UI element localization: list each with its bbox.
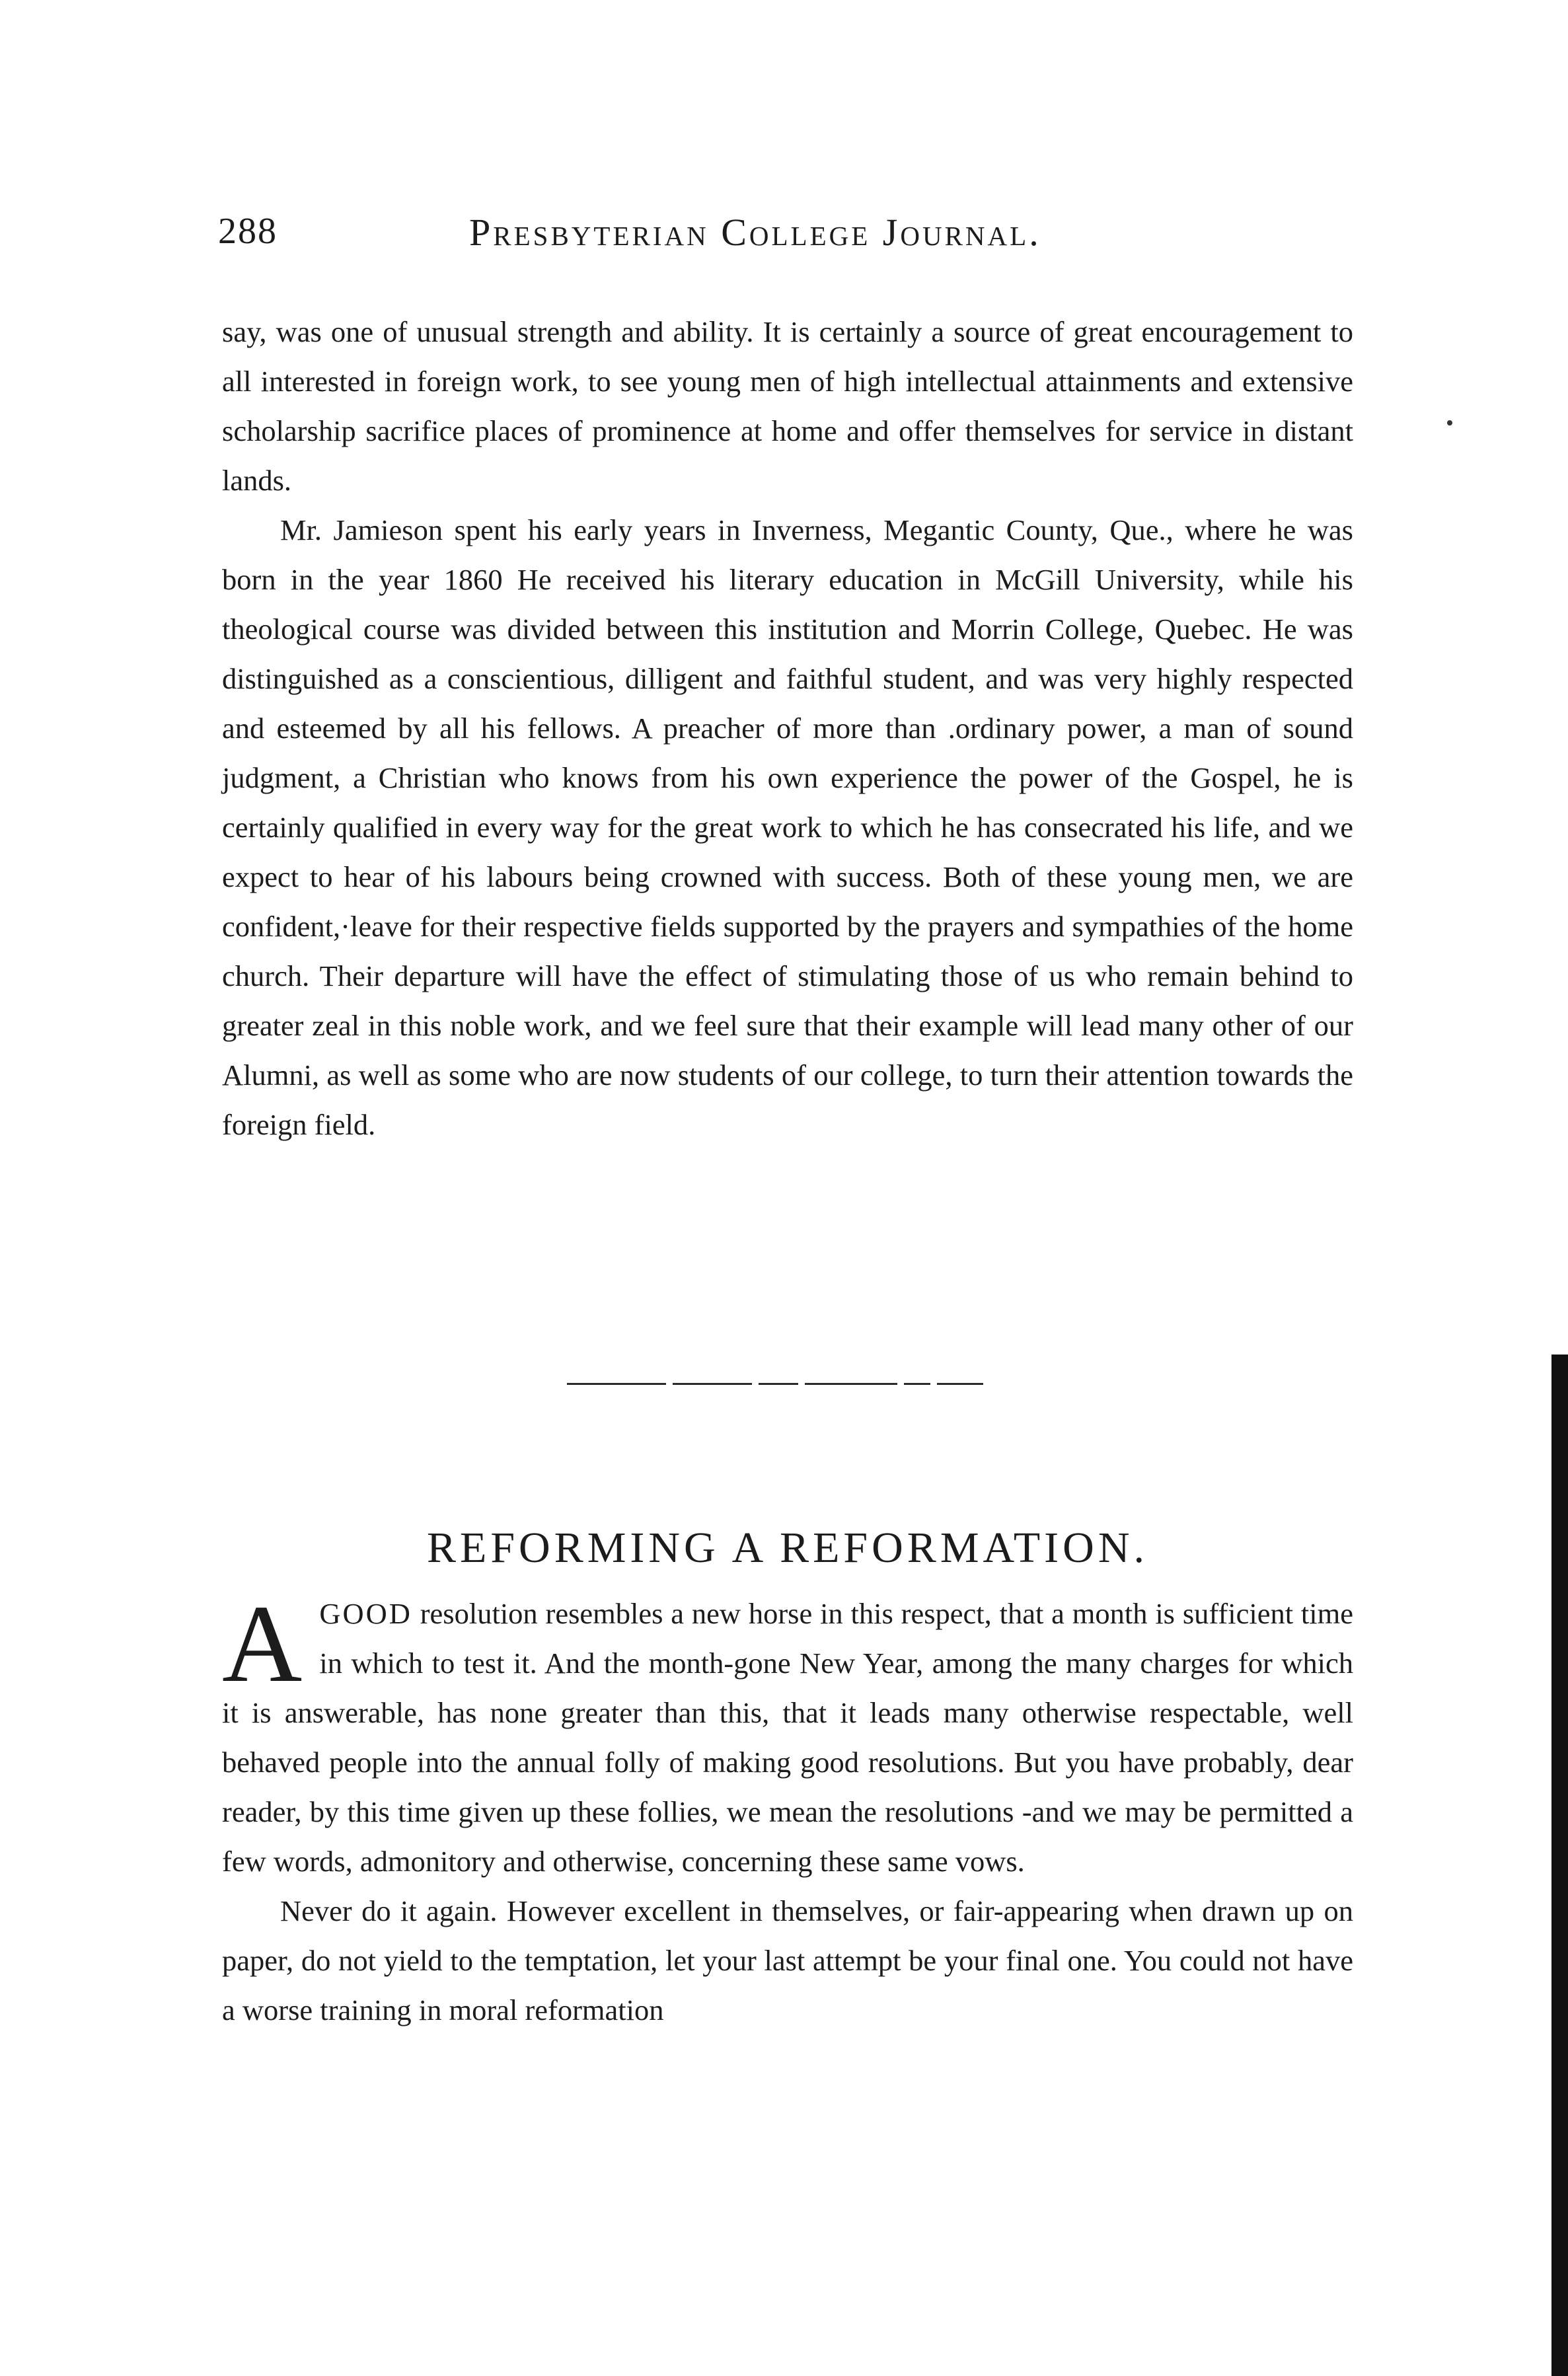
rule-segment: [673, 1383, 752, 1385]
paragraph: Mr. Jamieson spent his early years in Inverness, Megantic County, Que., where he was born in the year 1860 He received his literary education in McGill University, while his theological course was divided between this institution and Morrin College, Quebec. He was distinguished as a conscientious, dilligent and faithful student, and was very highly respected and esteemed by all his fellows. A preacher of more than .ordinary power, a man of sound judgment, a Christian who knows from his own experience the power of the Gospel, he is certainly qualified in every way for the great work to which he has consecrated his life, and we expect to hear of his labours being crowned with success. Both of these young men, we are confident,·leave for their respective fields supported by the prayers and sympathies of the home church. Their departure will have the effect of stimulating those of us who remain behind to greater zeal in this noble work, and we feel sure that their example will lead many other of our Alumni, as well as some who are now students of our college, to turn their attention towards the foreign field.: [222, 513, 1353, 1141]
paragraph: Never do it again. However excellent in themselves, or fair-appearing when drawn up on paper, do not yield to the temptation, let your last attempt be your final one. You could not have a worse training in moral reformation: [222, 1894, 1353, 2026]
rule-segment: [904, 1383, 930, 1385]
rule-segment: [567, 1383, 666, 1385]
paragraph-text: resolution resembles a new horse in this respect, that a month is sufficient time in which to test it. And the month-gone New Year, among the many charges for which it is answerable, has none greater than this, that it leads many otherwise respectable, well behaved people into the annual folly of making good resolutions. But you have probably, dear reader, by this time given up these follies, we mean the resolutions -and we may be permitted a few words, admonitory and otherwise, concerning these same vows.: [222, 1597, 1353, 1878]
paragraph-first: [222, 1582, 1353, 1886]
article-body: [222, 1582, 1353, 2035]
lead-words: GOOD: [319, 1597, 412, 1630]
scan-edge-shadow: [1551, 1355, 1568, 2376]
running-title: Presbyterian College Journal.: [469, 211, 1041, 254]
article-continuation: [222, 307, 1353, 1150]
rule-segment: [805, 1383, 897, 1385]
article-title: REFORMING A REFORMATION.: [427, 1524, 1148, 1572]
drop-cap: A: [222, 1582, 303, 1705]
section-separator-rule: [567, 1382, 1023, 1385]
paragraph: say, was one of unusual strength and ability. It is certainly a source of great encouragement to all interested in foreign work, to see young men of high intellectual attainments and extensive scholarship sacrifice places of prominence at home and offer themselves for service in distant lands.: [222, 315, 1353, 497]
page-number: 288: [218, 211, 278, 252]
rule-segment: [937, 1383, 983, 1385]
margin-speck: [1447, 420, 1452, 426]
page-header: [218, 210, 1355, 263]
rule-segment: [759, 1383, 798, 1385]
